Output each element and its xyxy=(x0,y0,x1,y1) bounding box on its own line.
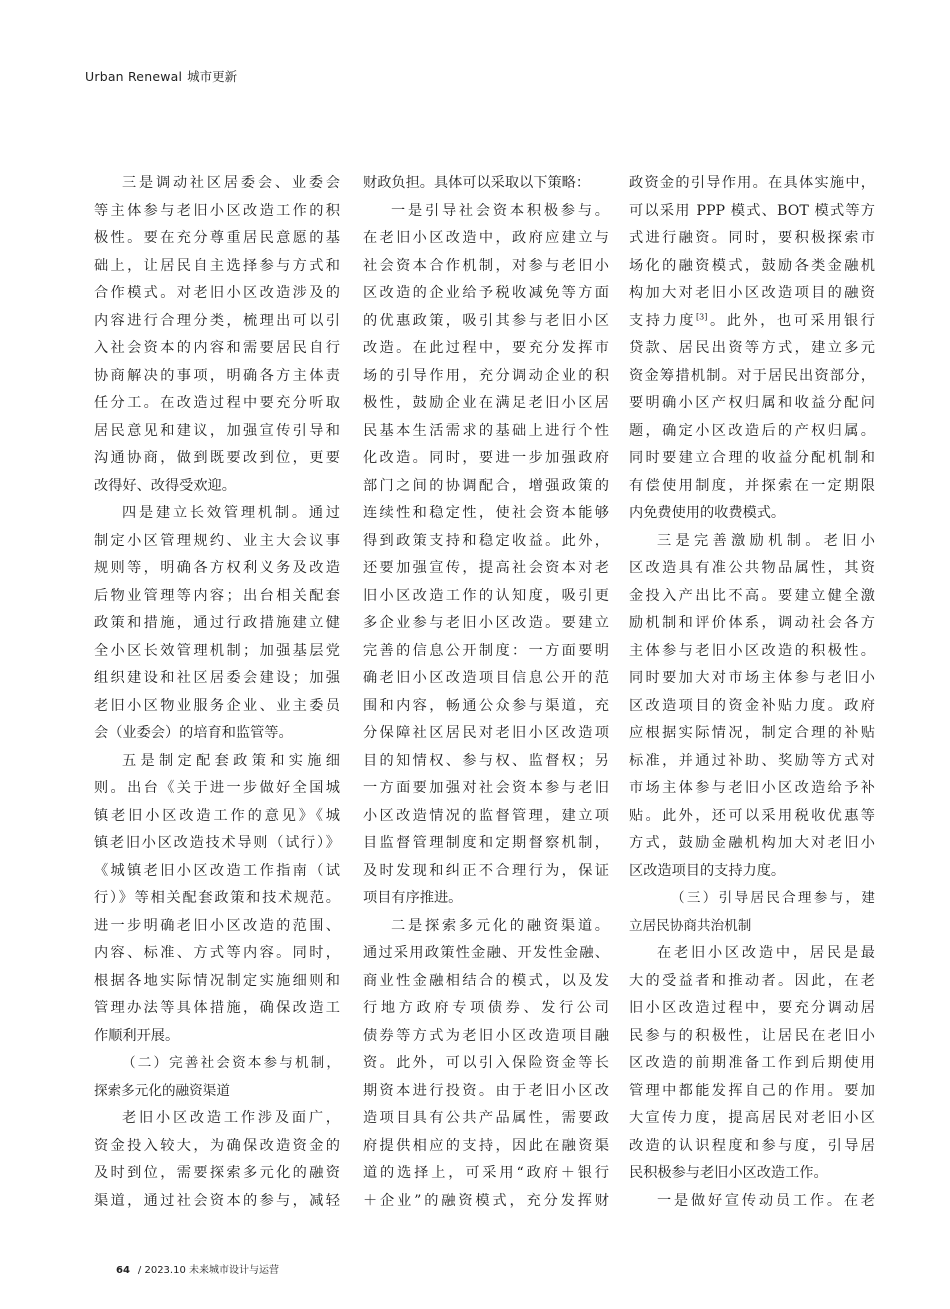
text-line: 财政负担。具体可以采取以下策略： xyxy=(363,175,591,191)
text-line: 三是调动社区居委会、业委会 xyxy=(122,175,340,191)
text-line: 资金投入较大，为确保改造资金的 xyxy=(94,1137,340,1154)
text-line: 部门之间的协调配合，增强政策的 xyxy=(363,477,609,494)
text-line: 区改造项目的支持力度。 xyxy=(629,862,786,879)
text-line: 金投入产出比不高。要建立健全激 xyxy=(629,587,875,604)
line-text: 支持力度 xyxy=(629,312,697,329)
text-line: 贷款、居民出资等方式，建立多元 xyxy=(629,340,875,356)
text-line: 旧小区改造工作的认知度，吸引更 xyxy=(363,587,609,604)
text-line: 要明确小区产权归属和收益分配问 xyxy=(629,395,875,411)
text-line: 根据各地实际情况制定实施细则和 xyxy=(94,972,340,989)
text-line: 行）》等相关配套政策和技术规范。 xyxy=(94,890,340,906)
text-column-2 xyxy=(363,170,609,1230)
text-line: 极性。要在充分尊重居民意愿的基 xyxy=(94,230,340,246)
text-line: 管理办法等具体措施，确保改造工 xyxy=(94,1000,340,1016)
text-line: 进一步明确老旧小区改造的范围、 xyxy=(94,917,340,934)
text-line: 债券等方式为老旧小区改造项目融 xyxy=(363,1027,609,1044)
text-line: 期资本进行投资。由于老旧小区改 xyxy=(363,1082,609,1099)
text-line: 老旧小区改造工作涉及面广， xyxy=(122,1110,340,1126)
text-line: 及时到位，需要探索多元化的融资 xyxy=(94,1165,340,1181)
text-line: 民基本生活需求的基础上进行个性 xyxy=(363,422,609,439)
text-line xyxy=(629,308,875,336)
text-line: 一是引导社会资本积极参与。 xyxy=(391,202,609,219)
text-line: 作顺利开展。 xyxy=(94,1027,180,1044)
text-line: 内容进行合理分类，梳理出可以引 xyxy=(94,312,340,329)
text-line: 在老旧小区改造中，居民是最 xyxy=(657,945,875,961)
header-title-en: Urban Renewal xyxy=(85,69,183,84)
text-line: 资金筹措机制。对于居民出资部分， xyxy=(629,367,875,384)
text-line: 区改造具有准公共物品属性，其资 xyxy=(629,560,875,576)
text-line: 改造的认识程度和参与度，引导居 xyxy=(629,1137,875,1154)
text-line: 民积极参与老旧小区改造工作。 xyxy=(629,1165,828,1181)
text-line: 大宣传力度，提高居民对老旧小区 xyxy=(629,1110,875,1126)
text-column-3 xyxy=(629,170,875,1230)
text-line: 制定小区管理规约、业主大会议事 xyxy=(94,532,340,549)
text-line: 《城镇老旧小区改造工作指南（试 xyxy=(94,862,340,879)
text-line: 同时要加大对市场主体参与老旧小 xyxy=(629,670,875,686)
text-line: 会（业委会）的培育和监管等。 xyxy=(94,725,293,741)
text-line: 一方面要加强对社会资本参与老旧 xyxy=(363,780,609,796)
text-line: 渠道，通过社会资本的参与，减轻 xyxy=(94,1192,340,1209)
text-line: 道的选择上，可采用“政府＋银行 xyxy=(363,1165,609,1181)
header-title-cn: 城市更新 xyxy=(187,69,238,84)
text-line: 二是探索多元化的融资渠道。 xyxy=(391,917,609,934)
text-line: 小区改造情况的监督管理，建立项 xyxy=(363,807,609,824)
text-line: 题，确定小区改造后的产权归属。 xyxy=(629,422,875,439)
text-line: 政资金的引导作用。在具体实施中， xyxy=(629,175,875,191)
text-line: 旧小区改造过程中，要充分调动居 xyxy=(629,1000,875,1016)
text-line: 四是建立长效管理机制。通过 xyxy=(122,505,340,521)
line-text: 。此外，也可采用银行 xyxy=(707,312,875,329)
text-line: 组织建设和社区居委会建设；加强 xyxy=(94,670,340,686)
text-line: 改造。在此过程中，要充分发挥市 xyxy=(363,340,609,356)
text-line: 围和内容，畅通公众参与渠道，充 xyxy=(363,697,609,714)
text-line: 则。出台《关于进一步做好全国城 xyxy=(94,780,340,796)
text-line: 通过采用政策性金融、开发性金融、 xyxy=(363,945,609,961)
text-line: 三是完善激励机制。老旧小 xyxy=(657,532,875,549)
text-line: 同时要建立合理的收益分配机制和 xyxy=(629,450,875,466)
text-line: ＋企业”的融资模式，充分发挥财 xyxy=(363,1192,609,1209)
text-line: 贴。此外，还可以采用税收优惠等 xyxy=(629,807,875,824)
citation-ref: [3] xyxy=(696,311,708,321)
text-line: 及时发现和纠正不合理行为，保证 xyxy=(363,862,609,879)
text-line: 入社会资本的内容和需要居民自行 xyxy=(94,340,340,356)
text-line: 大的受益者和推动者。因此，在老 xyxy=(629,972,875,989)
text-line: 目监督管理制度和定期督察机制， xyxy=(363,835,609,851)
text-line: 社会资本合作机制，对参与老旧小 xyxy=(363,257,609,274)
text-line: 项目有序推进。 xyxy=(363,890,463,906)
text-line: 合作模式。对老旧小区改造涉及的 xyxy=(94,285,340,301)
text-line: 有偿使用制度，并探索在一定期限 xyxy=(629,477,875,494)
text-line: 区改造项目的资金补贴力度。政府 xyxy=(629,697,875,714)
text-line: 等主体参与老旧小区改造工作的积 xyxy=(94,202,340,219)
text-line: （三）引导居民合理参与，建 xyxy=(671,890,875,906)
text-line: 府提供相应的支持，因此在融资渠 xyxy=(363,1137,609,1154)
text-line: 造项目具有公共产品属性，需要政 xyxy=(363,1110,609,1126)
text-line: 后物业管理等内容；出台相关配套 xyxy=(94,587,340,604)
issue-info: / 2023.10 未来城市设计与运营 xyxy=(137,1265,280,1276)
text-line: 管理中都能发挥自己的作用。要加 xyxy=(629,1082,875,1099)
text-line: 场的引导作用，充分调动企业的积 xyxy=(363,367,609,384)
text-line: 得到政策支持和稳定收益。此外， xyxy=(363,532,609,549)
text-line: 还要加强宣传，提高社会资本对老 xyxy=(363,560,609,576)
text-line: 镇老旧小区改造工作的意见》《城 xyxy=(94,807,340,824)
text-line: 确老旧小区改造项目信息公开的范 xyxy=(363,670,609,686)
text-line: 内免费使用的收费模式。 xyxy=(629,505,786,521)
page-footer xyxy=(116,1261,279,1276)
text-line: 构加大对老旧小区改造项目的融资 xyxy=(629,285,875,301)
text-line: 内容、标准、方式等内容。同时， xyxy=(94,945,340,961)
text-line: 励机制和评价体系，调动社会各方 xyxy=(629,615,875,631)
text-line: 沟通协商，做到既要改到位，更要 xyxy=(94,450,340,466)
text-line: 区改造的企业给予税收减免等方面 xyxy=(363,285,609,301)
text-line: 方式，鼓励金融机构加大对老旧小 xyxy=(629,835,875,851)
text-line: 居民意见和建议，加强宣传引导和 xyxy=(94,422,340,439)
text-line: 全小区长效管理机制；加强基层党 xyxy=(94,642,340,659)
text-line: 协商解决的事项，明确各方主体责 xyxy=(94,367,340,384)
text-line: 场化的融资模式，鼓励各类金融机 xyxy=(629,257,875,274)
text-line: 区改造的前期准备工作到后期使用 xyxy=(629,1055,875,1071)
text-line: 极性，鼓励企业在满足老旧小区居 xyxy=(363,395,609,411)
text-line: 政策和措施，通过行政措施建立健 xyxy=(94,615,340,631)
text-line: 立居民协商共治机制 xyxy=(629,917,752,934)
running-header xyxy=(85,67,237,85)
text-line: 市场主体参与老旧小区改造给予补 xyxy=(629,780,875,796)
text-line: 探索多元化的融资渠道 xyxy=(94,1082,230,1099)
text-line: 分保障社区居民对老旧小区改造项 xyxy=(363,725,609,741)
text-line: 完善的信息公开制度：一方面要明 xyxy=(363,642,609,659)
text-line: 任分工。在改造过程中要充分听取 xyxy=(94,395,340,411)
text-line: 可以采用 PPP 模式、BOT 模式等方 xyxy=(629,202,875,219)
text-line: 础上，让居民自主选择参与方式和 xyxy=(94,257,340,274)
text-line: 目的知情权、参与权、监督权；另 xyxy=(363,752,609,769)
text-line: 的优惠政策，吸引其参与老旧小区 xyxy=(363,312,609,329)
text-line: 主体参与老旧小区改造的积极性。 xyxy=(629,642,875,659)
text-line: 改得好、改得受欢迎。 xyxy=(94,477,236,494)
text-line: （二）完善社会资本参与机制， xyxy=(122,1055,340,1071)
text-line: 应根据实际情况，制定合理的补贴 xyxy=(629,725,875,741)
text-line: 连续性和稳定性，使社会资本能够 xyxy=(363,505,609,521)
text-line: 多企业参与老旧小区改造。要建立 xyxy=(363,615,609,631)
text-line: 在老旧小区改造中，政府应建立与 xyxy=(363,230,609,246)
text-line: 民参与的积极性，让居民在老旧小 xyxy=(629,1027,875,1044)
text-line: 老旧小区物业服务企业、业主委员 xyxy=(94,697,340,714)
text-line: 式进行融资。同时，要积极探索市 xyxy=(629,230,875,246)
text-line: 规则等，明确各方权利义务及改造 xyxy=(94,560,340,576)
text-line: 标准，并通过补助、奖励等方式对 xyxy=(629,752,875,769)
text-line: 资。此外，可以引入保险资金等长 xyxy=(363,1055,609,1071)
text-line: 商业性金融相结合的模式，以及发 xyxy=(363,972,609,989)
text-column-1 xyxy=(94,170,340,1230)
text-line: 五是制定配套政策和实施细 xyxy=(122,752,340,769)
text-line: 化改造。同时，要进一步加强政府 xyxy=(363,450,609,466)
page-number: 64 xyxy=(116,1265,130,1276)
text-line: 镇老旧小区改造技术导则（试行）》 xyxy=(94,835,340,851)
text-line: 行地方政府专项债券、发行公司 xyxy=(363,1000,609,1016)
text-line: 一是做好宣传动员工作。在老 xyxy=(657,1192,875,1209)
